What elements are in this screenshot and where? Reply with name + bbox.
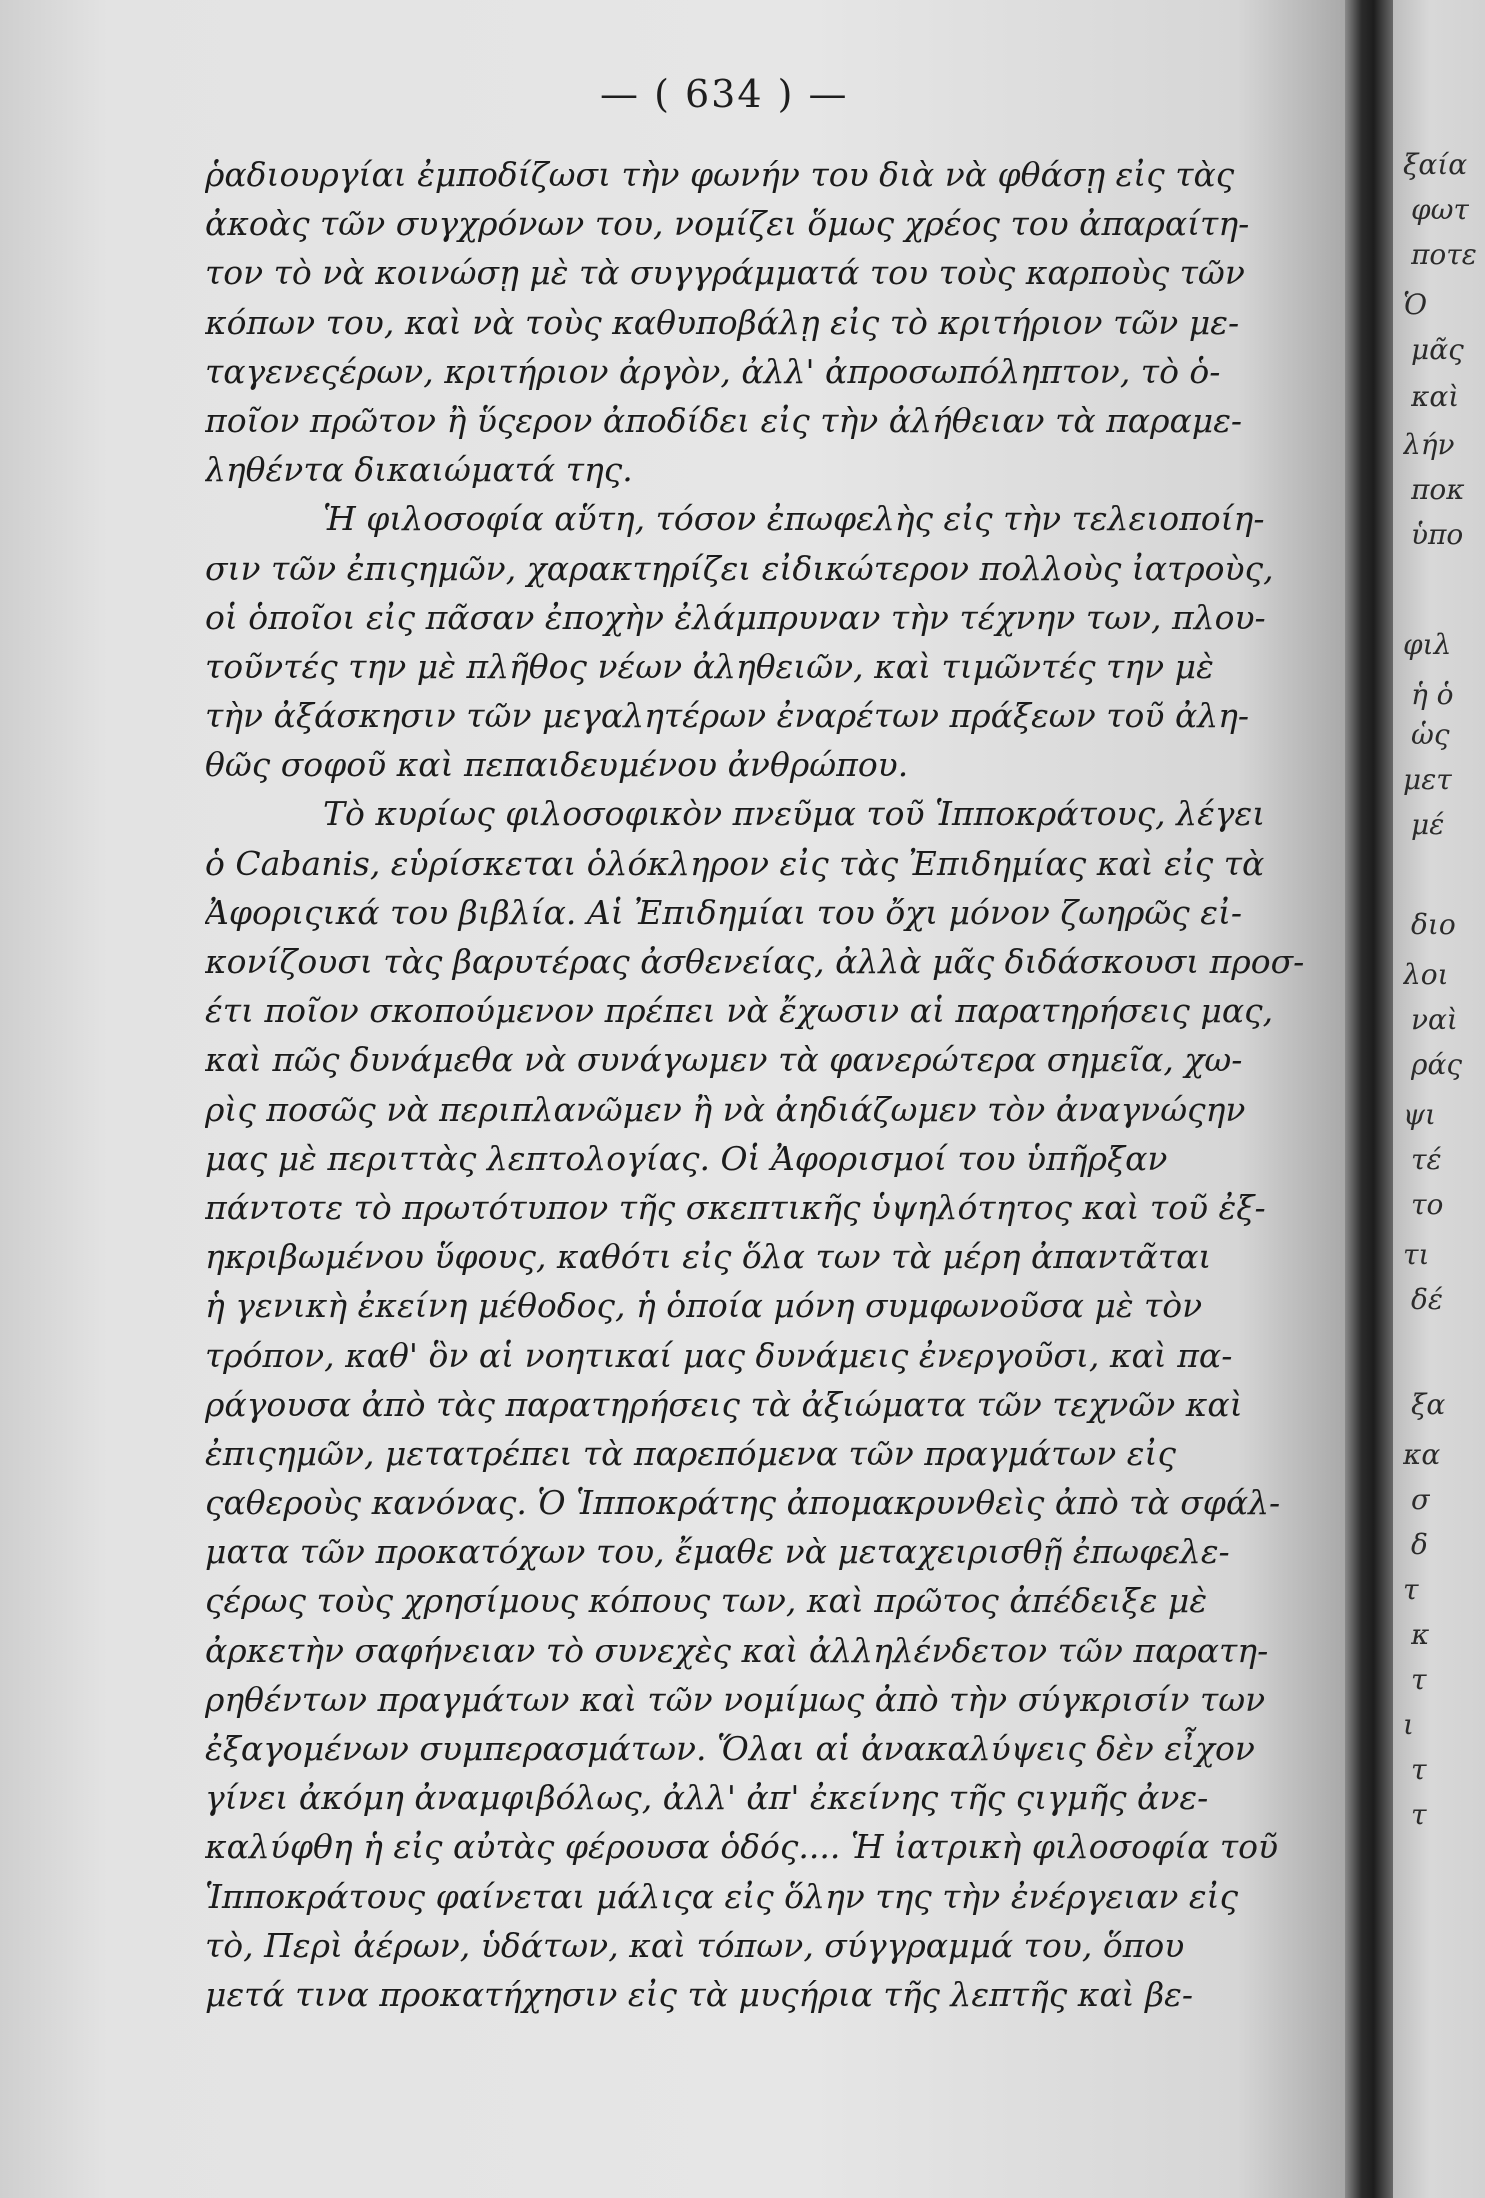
facing-page-edge — [1393, 0, 1485, 2198]
text-line: καὶ πῶς δυνάμεθα νὰ συνάγωμεν τὰ φανερώτερα σημεῖα, χω- — [205, 1040, 1243, 1080]
text-line: τὴν ἀξάσκησιν τῶν μεγαλητέρων ἐναρέτων πράξεων τοῦ ἀλη- — [205, 696, 1250, 736]
text-line: πάντοτε τὸ πρωτότυπον τῆς σκεπτικῆς ὑψηλότητος καὶ τοῦ ἐξ- — [205, 1187, 1266, 1227]
facing-page-fragment: ποτε — [1411, 238, 1477, 271]
text-line: ρηθέντων πραγμάτων καὶ τῶν νομίμως ἀπὸ τὴν σύγκρισίν των — [205, 1679, 1266, 1719]
facing-page-fragment: μετ — [1403, 763, 1452, 796]
text-line: ποῖον πρῶτον ἢ ὕςερον ἀποδίδει εἰς τὴν ἀλήθειαν τὰ παραμε- — [205, 400, 1243, 440]
text-line: Ἡ φιλοσοφία αὕτη, τόσον ἐπωφελὴς εἰς τὴν τελειοποίη- — [323, 499, 1265, 539]
facing-page-fragment: ὑπο — [1411, 518, 1464, 551]
text-line: σιν τῶν ἐπιςημῶν, χαρακτηρίζει εἰδικώτερον πολλοὺς ἰατροὺς, — [205, 548, 1274, 588]
text-line: Ἀφοριςικά του βιβλία. Αἱ Ἐπιδημίαι του ὄχι μόνον ζωηρῶς εἰ- — [205, 892, 1243, 932]
text-line: Ἱπποκράτους φαίνεται μάλιςα εἰς ὅλην της τὴν ἐνέργειαν εἰς — [205, 1876, 1239, 1916]
text-line: ματα τῶν προκατόχων του, ἔμαθε νὰ μεταχειρισθῇ ἐπωφελε- — [205, 1532, 1230, 1572]
facing-page-fragment: μᾶς — [1411, 333, 1464, 366]
text-line: ἐξαγομένων συμπερασμάτων. Ὅλαι αἱ ἀνακαλύψεις δὲν εἶχον — [205, 1729, 1255, 1768]
text-line: τον τὸ νὰ κοινώσῃ μὲ τὰ συγγράμματά του τοὺς καρποὺς τῶν — [205, 253, 1245, 293]
body-text — [205, 150, 1340, 2019]
text-line: ἐπιςημῶν, μετατρέπει τὰ παρεπόμενα τῶν πραγμάτων εἰς — [205, 1433, 1176, 1473]
text-line: μας μὲ περιττὰς λεπτολογίας. Οἱ Ἀφορισμοί του ὑπῆρξαν — [205, 1138, 1168, 1178]
text-line: ηκριβωμένου ὕφους, καθότι εἰς ὅλα των τὰ μέρη ἀπαντᾶται — [205, 1237, 1212, 1277]
facing-page-fragment: καὶ — [1411, 380, 1460, 413]
text-line: ἀκοὰς τῶν συγχρόνων του, νομίζει ὅμως χρέος του ἀπαραίτη- — [205, 204, 1250, 244]
facing-page-fragment: το — [1411, 1188, 1444, 1221]
facing-page-fragment: διο — [1411, 908, 1456, 941]
text-line: ταγενεςέρων, κριτήριον ἀργὸν, ἀλλ' ἀπροσωπόληπτον, τὸ ὁ- — [205, 351, 1221, 391]
text-line: ράγουσα ἀπὸ τὰς παρατηρήσεις τὰ ἀξιώματα τῶν τεχνῶν καὶ — [205, 1384, 1243, 1424]
text-line: ῥαδιουργίαι ἐμποδίζωσι τὴν φωνήν του διὰ νὰ φθάσῃ εἰς τὰς — [205, 155, 1235, 194]
text-line: ὁ Cabanis, εὑρίσκεται ὁλόκληρον εἰς τὰς Ἐπιδημίας καὶ εἰς τὰ — [205, 843, 1265, 883]
facing-page-fragment: ποκ — [1411, 473, 1465, 506]
facing-page-fragment: κ — [1411, 1618, 1430, 1651]
facing-page-fragment: Ὁ — [1403, 288, 1428, 321]
text-line: οἱ ὁποῖοι εἰς πᾶσαν ἐποχὴν ἐλάμπρυναν τὴν τέχνην των, πλου- — [205, 597, 1266, 637]
facing-page-fragment: τ — [1403, 1573, 1419, 1606]
facing-page-fragment: ι — [1403, 1708, 1414, 1741]
text-line: ρὶς ποσῶς νὰ περιπλανῶμεν ἢ νὰ ἀηδιάζωμεν τὸν ἀναγνώςην — [205, 1089, 1246, 1129]
facing-page-fragment: τ — [1411, 1798, 1427, 1831]
facing-page-fragment: κα — [1403, 1438, 1441, 1471]
facing-page-fragment: ναὶ — [1411, 1003, 1458, 1036]
facing-page-fragment: δ — [1411, 1528, 1428, 1561]
text-line: ληθέντα δικαιώματά της. — [205, 450, 633, 490]
text-line: κόπων του, καὶ νὰ τοὺς καθυποβάλῃ εἰς τὸ κριτήριον τῶν με- — [205, 302, 1240, 342]
facing-page-fragment: φιλ — [1403, 628, 1452, 661]
text-line: τὸ, Περὶ ἀέρων, ὑδάτων, καὶ τόπων, σύγγραμμά του, ὅπου — [205, 1925, 1185, 1965]
text-line: ςέρως τοὺς χρησίμους κόπους των, καὶ πρῶτος ἀπέδειξε μὲ — [205, 1581, 1208, 1621]
page-number: — ( 634 ) — — [600, 72, 849, 116]
text-line: καλύφθη ἡ εἰς αὐτὰς φέρουσα ὁδός.... Ἡ ἰατρικὴ φιλοσοφία τοῦ — [205, 1827, 1279, 1867]
text-line: γίνει ἀκόμη ἀναμφιβόλως, ἀλλ' ἀπ' ἐκείνης τῆς ςιγμῆς ἀνε- — [205, 1778, 1209, 1818]
text-line: έτι ποῖον σκοπούμενον πρέπει νὰ ἔχωσιν αἱ παρατηρήσεις μας, — [205, 991, 1274, 1031]
text-line: κονίζουσι τὰς βαρυτέρας ἀσθενείας, ἀλλὰ μᾶς διδάσκουσι προσ- — [205, 942, 1305, 981]
facing-page-fragment: λήν — [1403, 428, 1455, 461]
facing-page-fragment: ξα — [1411, 1388, 1446, 1421]
facing-page-fragment: σ — [1411, 1483, 1431, 1516]
facing-page-fragment: λοι — [1403, 958, 1449, 991]
facing-page-fragment: ψι — [1403, 1098, 1436, 1131]
text-line: τρόπον, καθ' ὃν αἱ νοητικαί μας δυνάμεις ἐνεργοῦσι, καὶ πα- — [205, 1335, 1233, 1375]
text-line: τοῦντές την μὲ πλῆθος νέων ἀληθειῶν, καὶ τιμῶντές την μὲ — [205, 646, 1214, 686]
text-line: ἀρκετὴν σαφήνειαν τὸ συνεχὲς καὶ ἀλληλένδετον τῶν παρατη- — [205, 1630, 1269, 1670]
facing-page-fragment: τ — [1411, 1663, 1427, 1696]
facing-page-fragment: ξαία — [1403, 148, 1468, 181]
facing-page-fragment: ἡ ὁ — [1411, 678, 1454, 711]
facing-page-fragment: ὡς — [1411, 718, 1450, 751]
text-line: ςαθεροὺς κανόνας. Ὁ Ἱπποκράτης ἀπομακρυνθεὶς ἀπὸ τὰ σφάλ- — [205, 1483, 1281, 1523]
text-line: Τὸ κυρίως φιλοσοφικὸν πνεῦμα τοῦ Ἱπποκράτους, λέγει — [323, 794, 1266, 834]
facing-page-fragment: ράς — [1411, 1048, 1463, 1081]
text-line: θῶς σοφοῦ καὶ πεπαιδευμένου ἀνθρώπου. — [205, 745, 909, 785]
text-line: ἡ γενικὴ ἐκείνη μέθοδος, ἡ ὁποία μόνη συμφωνοῦσα μὲ τὸν — [205, 1286, 1203, 1326]
facing-page-fragment: δέ — [1411, 1283, 1443, 1316]
facing-page-fragment: τ — [1411, 1753, 1427, 1786]
facing-page-fragment: τέ — [1411, 1143, 1442, 1176]
facing-page-fragment: τι — [1403, 1238, 1430, 1271]
book-gutter — [1345, 0, 1393, 2198]
text-line: μετά τινα προκατήχησιν εἰς τὰ μυςήρια τῆς λεπτῆς καὶ βε- — [205, 1974, 1194, 2014]
facing-page-fragment: μέ — [1411, 808, 1445, 841]
facing-page-fragment: φωτ — [1411, 193, 1469, 226]
